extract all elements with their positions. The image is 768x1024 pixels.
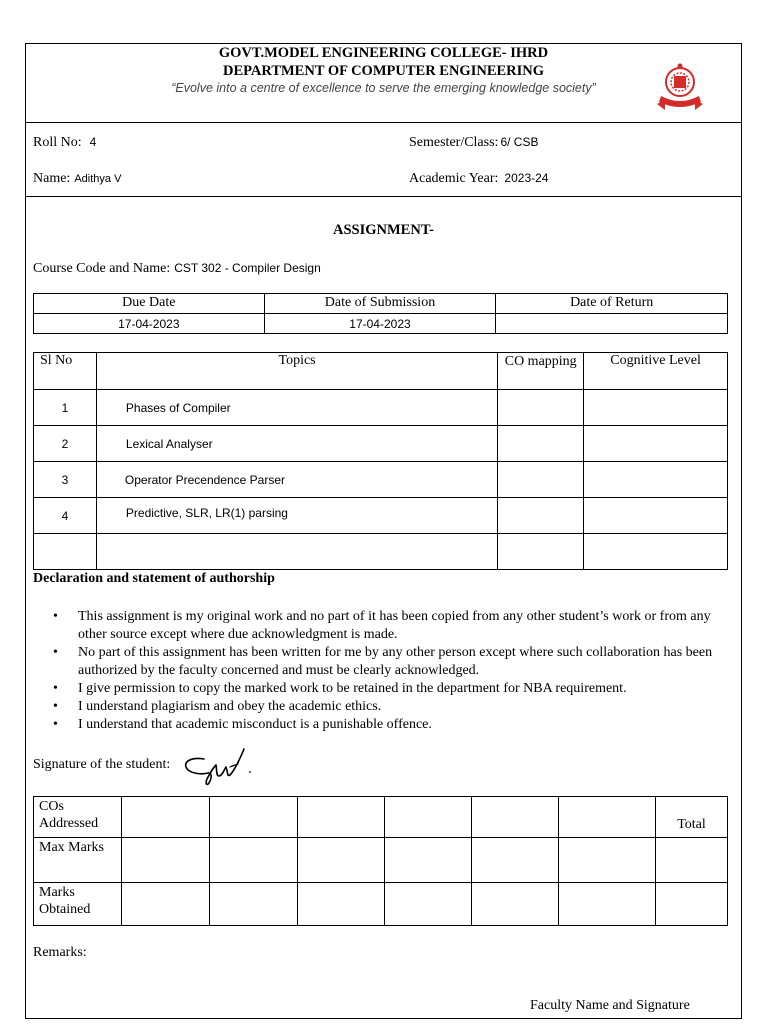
marks-cell [385, 838, 472, 883]
bullet-icon: • [53, 645, 58, 660]
student-name [33, 169, 121, 187]
marks-cell [209, 838, 297, 883]
bullet-icon: • [53, 699, 58, 714]
table-row [34, 534, 728, 570]
topic-name: Predictive, SLR, LR(1) parsing [96, 498, 497, 534]
student-signature-icon [182, 745, 258, 789]
marks-cell [121, 838, 209, 883]
sl-no: 3 [34, 462, 97, 498]
topic-name: Lexical Analyser [96, 426, 497, 462]
declaration-text: This assignment is my original work and no part of it has been copied from any other student’s work or from any other source except where due acknowledgment is made. [78, 609, 711, 642]
bullet-icon: • [53, 609, 58, 624]
co-mapping-cell [498, 534, 584, 570]
header-divider [25, 122, 742, 123]
due-date-header: Due Date [34, 294, 265, 314]
declaration-list [33, 608, 738, 734]
marks-cell [385, 883, 472, 926]
course-value: CST 302 - Compiler Design [174, 261, 321, 275]
marks-table [33, 796, 728, 926]
sl-no: 2 [34, 426, 97, 462]
roll-number [33, 133, 96, 151]
marks-cell [472, 883, 559, 926]
marks-cell [656, 883, 728, 926]
co-mapping-cell [498, 426, 584, 462]
due-date-value: 17-04-2023 [34, 314, 265, 334]
declaration-text: I give permission to copy the marked work to be retained in the department for NBA requirement. [78, 681, 627, 696]
topic-name: Operator Precendence Parser [96, 462, 497, 498]
sl-no: 4 [34, 498, 97, 534]
co-mapping-cell [498, 390, 584, 426]
declaration-title: Declaration and statement of authorship [33, 571, 275, 586]
department-name: DEPARTMENT OF COMPUTER ENGINEERING [222, 63, 545, 79]
marks-obtained-label: Marks Obtained [34, 883, 122, 926]
list-item [33, 644, 738, 680]
list-item [33, 698, 738, 716]
table-row [34, 426, 728, 462]
signature-label: Signature of the student: [33, 757, 171, 772]
list-item [33, 680, 738, 698]
list-item [33, 716, 738, 734]
marks-cell [297, 797, 385, 838]
marks-cell [472, 797, 559, 838]
table-row [34, 390, 728, 426]
marks-cell [209, 883, 297, 926]
declaration-text: I understand plagiarism and obey the academic ethics. [78, 699, 382, 714]
sl-no [34, 534, 97, 570]
academic-year [409, 169, 548, 187]
marks-cell [559, 883, 656, 926]
marks-cell [559, 797, 656, 838]
cognitive-level-cell [584, 498, 728, 534]
marks-cell [559, 838, 656, 883]
college-emblem-icon [653, 60, 707, 116]
marks-cell [472, 838, 559, 883]
cognitive-level-header: Cognitive Level [584, 353, 728, 390]
college-motto: “Evolve into a centre of excellence to serve the emerging knowledge society” [171, 81, 596, 95]
name-label: Name: [33, 171, 71, 186]
marks-cell [385, 797, 472, 838]
marks-cell [297, 838, 385, 883]
co-mapping-header: CO mapping [498, 353, 584, 390]
table-row [34, 462, 728, 498]
declaration-text: I understand that academic misconduct is a punishable offence. [78, 717, 432, 732]
marks-cell [209, 797, 297, 838]
semester-class [409, 133, 538, 151]
cognitive-level-cell [584, 462, 728, 498]
cognitive-level-cell [584, 534, 728, 570]
bullet-icon: • [53, 681, 58, 696]
year-label: Academic Year: [409, 171, 499, 186]
roll-value: 4 [89, 135, 97, 149]
co-mapping-cell [498, 462, 584, 498]
submission-date-value: 17-04-2023 [264, 314, 496, 334]
semester-value: 6/ CSB [500, 135, 539, 149]
assignment-title: ASSIGNMENT- [333, 222, 434, 238]
cos-addressed-label: COs Addressed [34, 797, 122, 838]
return-date-value [496, 314, 728, 334]
dates-table [33, 293, 728, 334]
table-row [34, 498, 728, 534]
list-item [33, 608, 738, 644]
cognitive-level-cell [584, 426, 728, 462]
marks-cell [121, 797, 209, 838]
declaration-text: No part of this assignment has been written for me by any other person except where such collaboration has been authorized by the faculty concerned and must be clearly acknowledged. [78, 645, 713, 678]
remarks-label: Remarks: [33, 945, 87, 960]
sl-no: 1 [34, 390, 97, 426]
roll-label: Roll No: [33, 135, 82, 150]
info-divider [25, 196, 742, 197]
total-label: Total [656, 797, 728, 838]
faculty-signature-label: Faculty Name and Signature [530, 998, 690, 1013]
cognitive-level-cell [584, 390, 728, 426]
marks-cell [297, 883, 385, 926]
topics-table [33, 352, 728, 570]
course-label: Course Code and Name: [33, 261, 171, 276]
sl-no-header: Sl No [34, 353, 97, 390]
year-value: 2023-24 [504, 171, 549, 185]
marks-cell [121, 883, 209, 926]
marks-cell [656, 838, 728, 883]
course-line [33, 259, 321, 277]
semester-label: Semester/Class: [409, 135, 499, 150]
return-date-header: Date of Return [496, 294, 728, 314]
college-name: GOVT.MODEL ENGINEERING COLLEGE- IHRD [218, 45, 549, 61]
topic-name: Phases of Compiler [96, 390, 497, 426]
topics-header: Topics [96, 353, 497, 390]
name-value: Adithya V [74, 173, 122, 185]
submission-date-header: Date of Submission [264, 294, 496, 314]
bullet-icon: • [53, 717, 58, 732]
max-marks-label: Max Marks [34, 838, 122, 883]
topic-name [96, 534, 497, 570]
co-mapping-cell [498, 498, 584, 534]
